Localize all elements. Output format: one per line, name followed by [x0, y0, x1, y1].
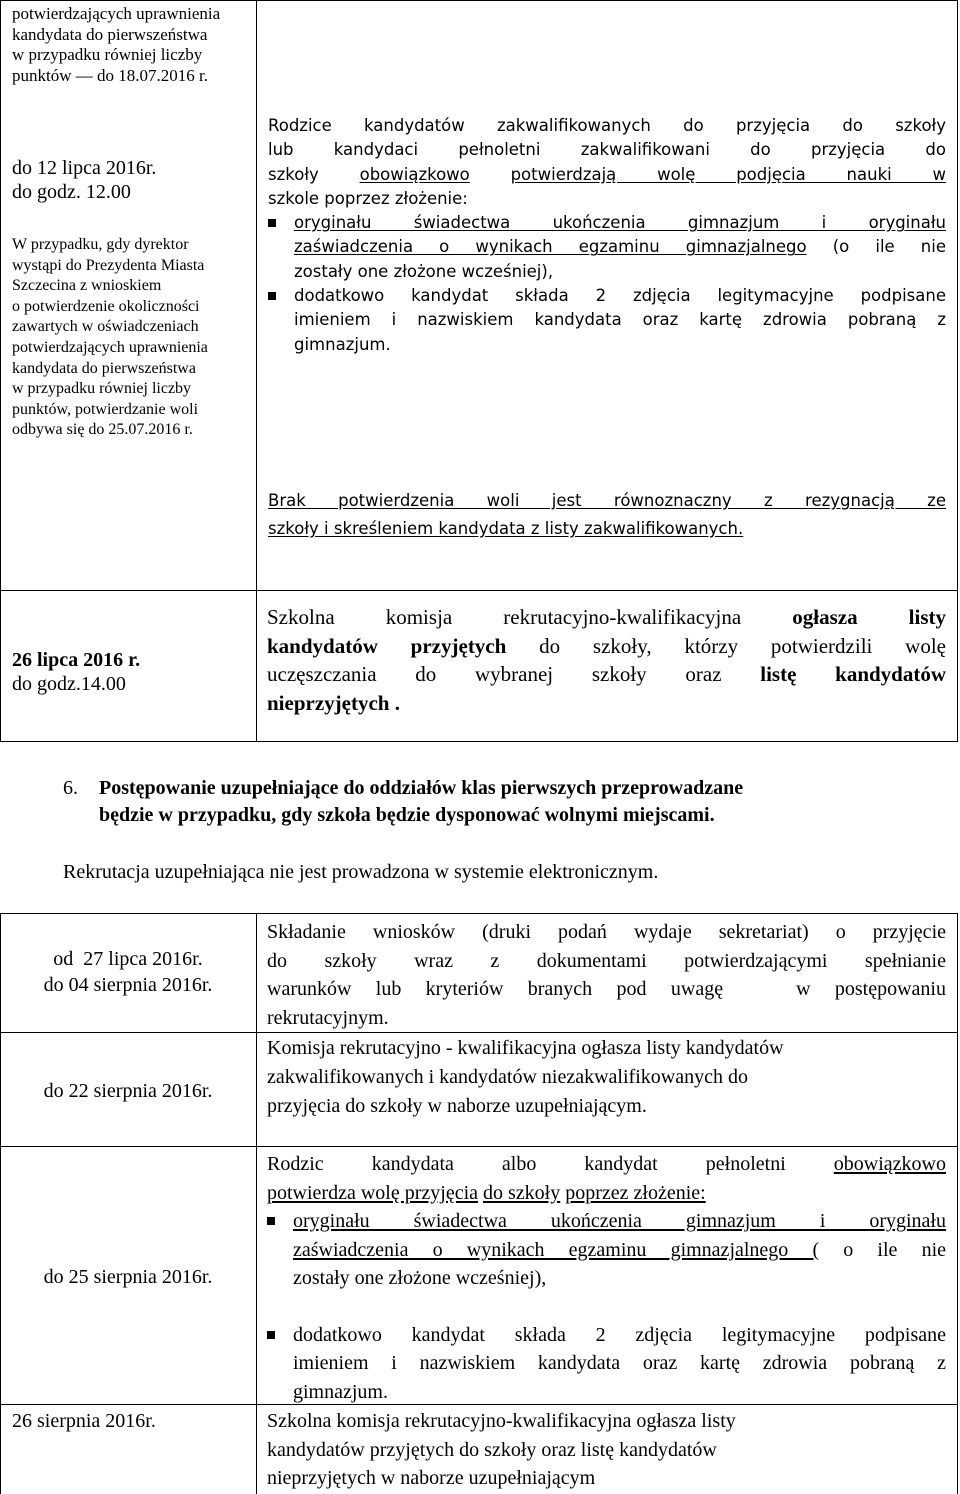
text-line: dodatkowo kandydat składa 2 zdjęcia legitymacyjne podpisane: [293, 1323, 946, 1346]
text-line: punktów — do 18.07.2016 r.: [12, 66, 208, 86]
text-line: [267, 1179, 946, 1208]
date-line: 26 lipca 2016 r.: [12, 649, 141, 671]
text-line: gimnazjum.: [293, 1380, 388, 1403]
text-line: przyjęcia do szkoły w naborze uzupełniającym.: [267, 1095, 647, 1117]
text-line: lub kandydaci pełnoletni zakwalifikowani do przyjęcia do: [268, 140, 946, 160]
text-line: w przypadku równiej liczby: [12, 380, 192, 398]
text-line: gimnazjum.: [294, 334, 391, 354]
table1-row1-left-top: [12, 4, 252, 87]
text-line: zostały one złożone wcześniej),: [293, 1267, 547, 1289]
text-line: rekrutacyjnym.: [267, 1006, 389, 1029]
text-line: zakwalifikowanych i kandydatów niezakwalifikowanych do: [267, 1066, 748, 1088]
table2-row3-date: do 25 sierpnia 2016r.: [43, 1266, 213, 1288]
section6-number: 6.: [63, 777, 78, 799]
text-line: Szczecina z wnioskiem: [12, 277, 162, 295]
table1-row1-date: [12, 156, 252, 204]
heading-line: Postępowanie uzupełniające do oddziałów klas pierwszych przeprowadzane: [99, 777, 744, 799]
table2-row2-date: do 22 sierpnia 2016r.: [43, 1080, 213, 1102]
table2-row-separator: [0, 1146, 958, 1147]
table1-row1-instructions: [268, 114, 946, 357]
table1-row1-warning: [268, 487, 946, 543]
table2-row1-text: [267, 918, 946, 1032]
text-fragment: szkoły: [268, 164, 319, 184]
text-line: [294, 211, 946, 235]
date-line: do 12 lipca 2016r.: [12, 157, 157, 179]
list-item: [268, 211, 946, 284]
square-bullet-icon: [267, 1331, 275, 1339]
bold-text: nieprzyjętych .: [267, 690, 400, 715]
table1-row1-note: [12, 235, 252, 441]
text-line: imieniem i nazwiskiem kandydata oraz kartę zdrowia pobraną z: [293, 1352, 946, 1374]
text-line: [293, 1207, 946, 1236]
bold-text: kandydatów przyjętych: [267, 633, 507, 658]
text-line: o potwierdzenie okoliczności: [12, 297, 200, 315]
text-line: punktów, potwierdzanie woli: [12, 400, 199, 418]
text-line: [267, 632, 946, 661]
text-line: w przypadku równiej liczby: [12, 45, 203, 65]
underlined-text: potwierdzają wolę podjęcia nauki w: [510, 164, 947, 184]
table2-row4-text: [267, 1407, 946, 1493]
text-line: kandydatów przyjętych do szkoły oraz listę kandydatów: [267, 1438, 717, 1461]
text-line: Składanie wniosków (druki podań wydaje sekretariat) o przyjęcie: [267, 921, 946, 943]
text-fragment: uczęszczania do wybranej szkoły oraz: [267, 662, 722, 686]
text-line: [267, 660, 946, 689]
text-line: nieprzyjętych w naborze uzupełniającym: [267, 1467, 596, 1489]
time-line: do godz.14.00: [12, 673, 126, 695]
underlined-text: do szkoły: [483, 1181, 561, 1204]
text-line: potwierdzających uprawnienia: [12, 4, 221, 23]
table2-border-top: [0, 913, 958, 914]
text-fragment: Szkolna komisja rekrutacyjno-kwalifikacyjna: [267, 605, 742, 629]
text-fragment: Rodzic kandydata albo kandydat pełnoletni: [267, 1153, 786, 1175]
text-line: kandydata do pierwszeństwa: [12, 24, 208, 44]
text-line: imieniem i nazwiskiem kandydata oraz kartę zdrowia pobraną z: [294, 310, 946, 330]
text-fragment: do szkoły, którzy potwierdzili wolę: [539, 633, 946, 658]
text-line: [267, 1150, 946, 1179]
heading-line: będzie w przypadku, gdy szkoła będzie dysponować wolnymi miejscami.: [99, 804, 715, 826]
table1-row2-date: [12, 648, 252, 696]
list-item: [267, 1321, 946, 1407]
text-line: [294, 235, 946, 259]
text-line: odbywa się do 25.07.2016 r.: [12, 421, 193, 439]
text-fragment: (o ile nie: [832, 237, 947, 257]
square-bullet-icon: [267, 1217, 275, 1225]
text-line: szkole poprzez złożenie:: [268, 188, 468, 208]
text-line: [268, 163, 946, 187]
text-line: do szkoły wraz z dokumentami potwierdzającymi spełnianie: [267, 949, 946, 972]
text-line: W przypadku, gdy dyrektor: [12, 236, 189, 253]
table1-border-left: [0, 0, 1, 742]
required-documents-list: [268, 211, 946, 357]
time-line: do godz. 12.00: [12, 181, 131, 203]
table2-border-left: [0, 913, 1, 1494]
text-line: Komisja rekrutacyjno - kwalifikacyjna ogłasza listy kandydatów: [267, 1037, 784, 1059]
underlined-text: poprzez złożenie:: [565, 1181, 706, 1204]
date-line: od 27 lipca 2016r.: [53, 948, 203, 970]
table2-row1-date: [0, 946, 256, 998]
table1-row2-text: [267, 603, 946, 717]
bold-text: listę kandydatów: [760, 662, 947, 686]
text-line: [268, 487, 946, 515]
table1-border-bottom: [0, 741, 958, 742]
table2-row3-text: [267, 1150, 946, 1207]
section6-note: Rekrutacja uzupełniająca nie jest prowadzona w systemie elektronicznym.: [63, 861, 659, 883]
table2-row2-text: [267, 1034, 946, 1121]
list-item: [267, 1207, 946, 1293]
underlined-text: Brak potwierdzenia woli jest równoznaczny z rezygnacją ze: [268, 491, 946, 510]
text-line: wystąpi do Prezydenta Miasta: [12, 256, 205, 274]
underlined-text: szkoły i skreśleniem kandydata z listy zakwalifikowanych.: [268, 519, 744, 538]
underlined-text: obowiązkowo: [359, 164, 470, 184]
text-line: kandydata do pierwszeństwa: [12, 359, 196, 377]
bold-text: ogłasza listy: [792, 605, 946, 629]
text-line: Szkolna komisja rekrutacyjno-kwalifikacyjna ogłasza listy: [267, 1410, 736, 1432]
required-documents-list: [267, 1207, 946, 1406]
text-line: zawartych w oświadczeniach: [12, 318, 199, 336]
table2-border-divider: [256, 913, 257, 1494]
table1-border-right: [957, 0, 958, 742]
underlined-text: obowiązkowo: [833, 1153, 946, 1175]
text-fragment: o ile nie: [843, 1238, 947, 1261]
table1-border-divider: [256, 0, 257, 742]
text-line: Rodzice kandydatów zakwalifikowanych do przyjęcia do szkoły: [268, 116, 946, 135]
square-bullet-icon: [268, 292, 276, 300]
text-line: warunków lub kryteriów branych pod uwagę w postępowaniu: [267, 978, 946, 1000]
underlined-text: potwierdza wolę przyjęcia: [267, 1181, 479, 1204]
underlined-text: zaświadczenia o wynikach egzaminu gimnazjalnego (: [293, 1238, 820, 1261]
text-line: [267, 603, 946, 632]
section6-heading: [99, 775, 919, 829]
table1-border-top: [0, 0, 958, 1]
date-line: do 04 sierpnia 2016r.: [43, 974, 213, 996]
text-line: zostały one złożone wcześniej),: [294, 261, 554, 281]
table2-row4-date: 26 sierpnia 2016r.: [12, 1410, 156, 1432]
text-line: potwierdzających uprawnienia: [12, 338, 208, 356]
text-line: [267, 689, 946, 718]
underlined-text: oryginału świadectwa ukończenia gimnazjum i oryginału: [294, 213, 946, 233]
list-item: [268, 284, 946, 357]
table2-row-separator: [0, 1032, 958, 1033]
square-bullet-icon: [268, 219, 276, 227]
text-line: [268, 515, 946, 543]
table1-row-separator: [0, 590, 958, 591]
table2-border-right: [957, 913, 958, 1494]
underlined-text: zaświadczenia o wynikach egzaminu gimnazjalnego: [294, 237, 807, 257]
text-line: [293, 1236, 946, 1265]
text-line: dodatkowo kandydat składa 2 zdjęcia legitymacyjne podpisane: [294, 286, 946, 306]
underlined-text: oryginału świadectwa ukończenia gimnazjum i oryginału: [293, 1210, 946, 1232]
